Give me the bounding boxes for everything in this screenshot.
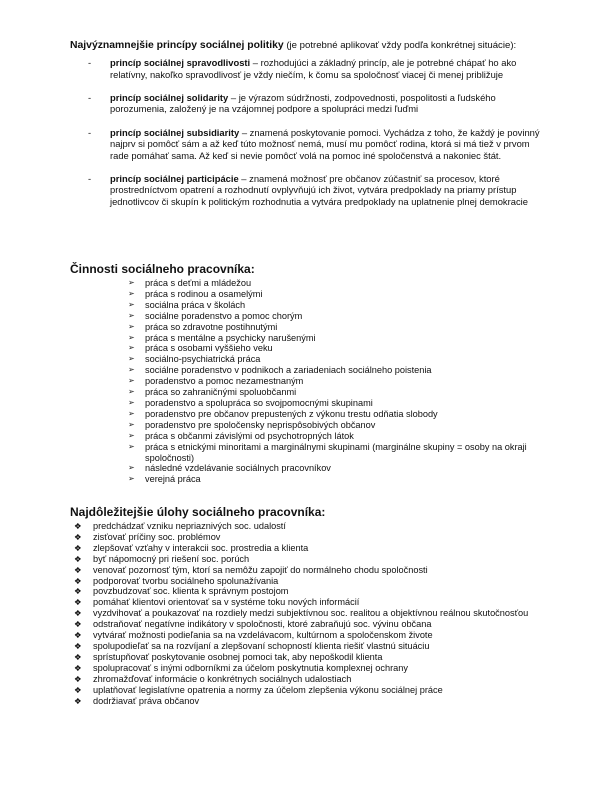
list-item-text: zlepšovať vzťahy v interakcii soc. prostredia a klienta — [93, 542, 309, 553]
list-item-text: pomáhať klientovi orientovať sa v systéme toku nových informácií — [93, 597, 360, 608]
list-item — [70, 365, 540, 376]
principle-text: – znamená poskytovanie pomoci. Vychádza z toho, že každý je povinný najprv si pomôcť sám a až keď túto možnosť nemá, musí mu pomôcť rodina, ktorá si má tiež v prvom rade pomáhať sama. Až keď si nevie pomôcť volá na pomoc iné spoločenstvá a nakoniec štát. — [110, 126, 540, 161]
list-item-text: povzbudzovať soc. klienta k správnym postojom — [93, 586, 289, 597]
list-item — [70, 300, 540, 311]
principle-term: princíp sociálnej participácie — [110, 173, 239, 185]
list-item — [70, 597, 540, 608]
diamond-bullet-icon: ❖ — [74, 586, 82, 597]
diamond-bullet-icon: ❖ — [74, 575, 82, 586]
list-item — [70, 409, 540, 420]
list-item — [70, 543, 540, 554]
list-item — [70, 463, 540, 474]
list-item-text: práca so zahraničnými spoluobčanmi — [145, 387, 297, 398]
list-item — [70, 322, 540, 333]
arrow-bullet-icon: ➢ — [128, 463, 135, 473]
diamond-bullet-icon: ❖ — [74, 684, 82, 695]
list-item-text: poradenstvo pre občanov prepustených z výkonu trestu odňatia slobody — [145, 408, 438, 419]
list-item — [70, 674, 540, 685]
list-item-text: práca s etnickými minoritami a marginálnymi skupinami (marginálne skupiny = osoby na okraji spoločnosti) — [145, 441, 527, 463]
diamond-bullet-icon: ❖ — [74, 597, 82, 608]
diamond-bullet-icon: ❖ — [74, 640, 82, 651]
list-item-text: spolupodieľať sa na rozvíjaní a zlepšovaní schopností klienta riešiť vlastnú situáciu — [93, 640, 430, 651]
principle-item — [70, 92, 540, 115]
list-item — [70, 387, 540, 398]
list-item — [70, 554, 540, 565]
arrow-bullet-icon: ➢ — [128, 419, 135, 429]
activities-section — [70, 262, 540, 485]
diamond-bullet-icon: ❖ — [74, 695, 82, 706]
diamond-bullet-icon: ❖ — [74, 651, 82, 662]
principle-item — [70, 173, 540, 207]
arrow-bullet-icon: ➢ — [128, 365, 135, 375]
tasks-list — [70, 521, 540, 706]
arrow-bullet-icon: ➢ — [128, 299, 135, 309]
list-item — [70, 532, 540, 543]
list-item-text: predchádzať vzniku nepriaznivých soc. udalostí — [93, 521, 286, 531]
principles-intro — [70, 40, 540, 51]
dash-bullet: - — [88, 92, 92, 104]
arrow-bullet-icon: ➢ — [128, 387, 135, 397]
principles-note: (je potrebné aplikovať vždy podľa konkrétnej situácie): — [283, 40, 517, 51]
diamond-bullet-icon: ❖ — [74, 630, 82, 641]
principle-text: – je výrazom súdržnosti, zodpovednosti, pospolitosti a ľudského porozumenia, založený je na vzájomnej podpore a spolupráci medzi ľuďmi — [110, 92, 496, 115]
diamond-bullet-icon: ❖ — [74, 542, 82, 553]
arrow-bullet-icon: ➢ — [128, 321, 135, 331]
list-item-text: práca s občanmi závislými od psychotropných látok — [145, 430, 354, 441]
list-item — [70, 278, 540, 289]
list-item-text: práca s osobami vyššieho veku — [145, 343, 273, 354]
diamond-bullet-icon: ❖ — [74, 564, 82, 575]
list-item-text: venovať pozornosť tým, ktorí sa nemôžu zapojiť do normálneho chodu spoločnosti — [93, 564, 428, 575]
arrow-bullet-icon: ➢ — [128, 354, 135, 364]
arrow-bullet-icon: ➢ — [128, 332, 135, 342]
principle-term: princíp sociálnej spravodlivosti — [110, 57, 251, 69]
activities-list — [70, 278, 540, 485]
arrow-bullet-icon: ➢ — [128, 278, 135, 287]
arrow-bullet-icon: ➢ — [128, 408, 135, 418]
arrow-bullet-icon: ➢ — [128, 343, 135, 353]
list-item — [70, 652, 540, 663]
list-item — [70, 685, 540, 696]
list-item-text: sprístupňovať poskytovanie osobnej pomoci tak, aby nepoškodil klienta — [93, 651, 383, 662]
list-item-text: sociálno-psychiatrická práca — [145, 354, 261, 365]
list-item-text: odstraňovať negatívne indikátory v spoločnosti, ktoré zabraňujú soc. vývinu občana — [93, 619, 432, 630]
list-item-text: práca s mentálne a psychicky narušenými — [145, 332, 316, 343]
list-item-text: sociálna práca v školách — [145, 299, 246, 310]
list-item — [70, 630, 540, 641]
principle-text: – rozhodujúci a základný princíp, ale je potrebné chápať ho ako relatívny, nakoľko spravodlivosť je vždy niečím, k čomu sa spoločnosť viacej či menej približuje — [110, 57, 517, 80]
list-item-text: práca so zdravotne postihnutými — [145, 321, 278, 332]
diamond-bullet-icon: ❖ — [74, 673, 82, 684]
list-item-text: dodržiavať práva občanov — [93, 695, 200, 706]
tasks-section — [70, 505, 540, 706]
list-item-text: podporovať tvorbu sociálneho spolunažívania — [93, 575, 279, 586]
principles-heading: Najvýznamnejšie princípy sociálnej politiky — [70, 40, 284, 51]
list-item — [70, 696, 540, 707]
arrow-bullet-icon: ➢ — [128, 441, 135, 451]
list-item-text: vyzdvihovať a poukazovať na rozdiely medzi subjektívnou soc. realitou a objektívnou reálnou skutočnosťou — [93, 608, 529, 619]
arrow-bullet-icon: ➢ — [128, 376, 135, 386]
list-item-text: následné vzdelávanie sociálnych pracovníkov — [145, 463, 331, 474]
diamond-bullet-icon: ❖ — [74, 619, 82, 630]
list-item — [70, 608, 540, 619]
list-item-text: poradenstvo pre spoločensky neprispôsobivých občanov — [145, 419, 376, 430]
list-item-text: poradenstvo a pomoc nezamestnaným — [145, 376, 304, 387]
list-item — [70, 663, 540, 674]
list-item — [70, 619, 540, 630]
list-item-text: sociálne poradenstvo v podnikoch a zariadeniach sociálneho poistenia — [145, 365, 432, 376]
list-item-text: zhromažďovať informácie o konkrétnych sociálnych udalostiach — [93, 673, 352, 684]
list-item — [70, 641, 540, 652]
principle-term: princíp sociálnej solidarity — [110, 92, 229, 104]
list-item-text: vytvárať možnosti podieľania sa na vzdelávacom, kultúrnom a spoločenskom živote — [93, 630, 433, 641]
list-item — [70, 343, 540, 354]
arrow-bullet-icon: ➢ — [128, 474, 135, 484]
arrow-bullet-icon: ➢ — [128, 397, 135, 407]
list-item — [70, 354, 540, 365]
list-item — [70, 442, 540, 464]
list-item-text: zisťovať príčiny soc. problémov — [93, 531, 221, 542]
list-item — [70, 376, 540, 387]
principle-term: princíp sociálnej subsidiarity — [110, 126, 240, 138]
diamond-bullet-icon: ❖ — [74, 662, 82, 673]
list-item — [70, 333, 540, 344]
dash-bullet: - — [88, 57, 92, 69]
list-item-text: práca s deťmi a mládežou — [145, 278, 252, 288]
list-item — [70, 420, 540, 431]
arrow-bullet-icon: ➢ — [128, 288, 135, 298]
diamond-bullet-icon: ❖ — [74, 608, 82, 619]
dash-bullet: - — [88, 173, 92, 185]
principles-section — [70, 40, 540, 219]
list-item — [70, 431, 540, 442]
diamond-bullet-icon: ❖ — [74, 521, 82, 531]
list-item-text: spolupracovať s inými odborníkmi za účelom poskytnutia komplexnej ochrany — [93, 662, 408, 673]
tasks-heading: Najdôležitejšie úlohy sociálneho pracovníka: — [70, 505, 326, 519]
principle-item — [70, 127, 540, 161]
arrow-bullet-icon: ➢ — [128, 430, 135, 440]
list-item — [70, 521, 540, 532]
activities-heading: Činnosti sociálneho pracovníka: — [70, 262, 255, 276]
list-item — [70, 474, 540, 485]
list-item — [70, 311, 540, 322]
list-item — [70, 398, 540, 409]
arrow-bullet-icon: ➢ — [128, 310, 135, 320]
list-item-text: poradenstvo a spolupráca so svojpomocnými skupinami — [145, 397, 373, 408]
principle-item — [70, 57, 540, 80]
list-item-text: práca s rodinou a osamelými — [145, 288, 263, 299]
list-item — [70, 576, 540, 587]
list-item — [70, 586, 540, 597]
dash-bullet: - — [88, 126, 92, 138]
diamond-bullet-icon: ❖ — [74, 553, 82, 564]
list-item-text: verejná práca — [145, 474, 201, 485]
list-item-text: uplatňovať legislatívne opatrenia a normy za účelom zlepšenia výkonu sociálnej práce — [93, 684, 443, 695]
list-item-text: byť nápomocný pri riešení soc. porúch — [93, 553, 250, 564]
principle-text: – znamená možnosť pre občanov zúčastniť sa procesov, ktoré prostredníctvom opatrení a rozhodnutí ovplyvňujú ich život, vytvára predpoklady na priamy prístup jednotlivcov či skupín k politickým rozhodnutia a vytvára predpoklady na uplatnenie plnej demokracie — [110, 173, 528, 207]
list-item-text: sociálne poradenstvo a pomoc chorým — [145, 310, 303, 321]
list-item — [70, 565, 540, 576]
list-item — [70, 289, 540, 300]
diamond-bullet-icon: ❖ — [74, 531, 82, 542]
principles-list — [70, 57, 540, 207]
